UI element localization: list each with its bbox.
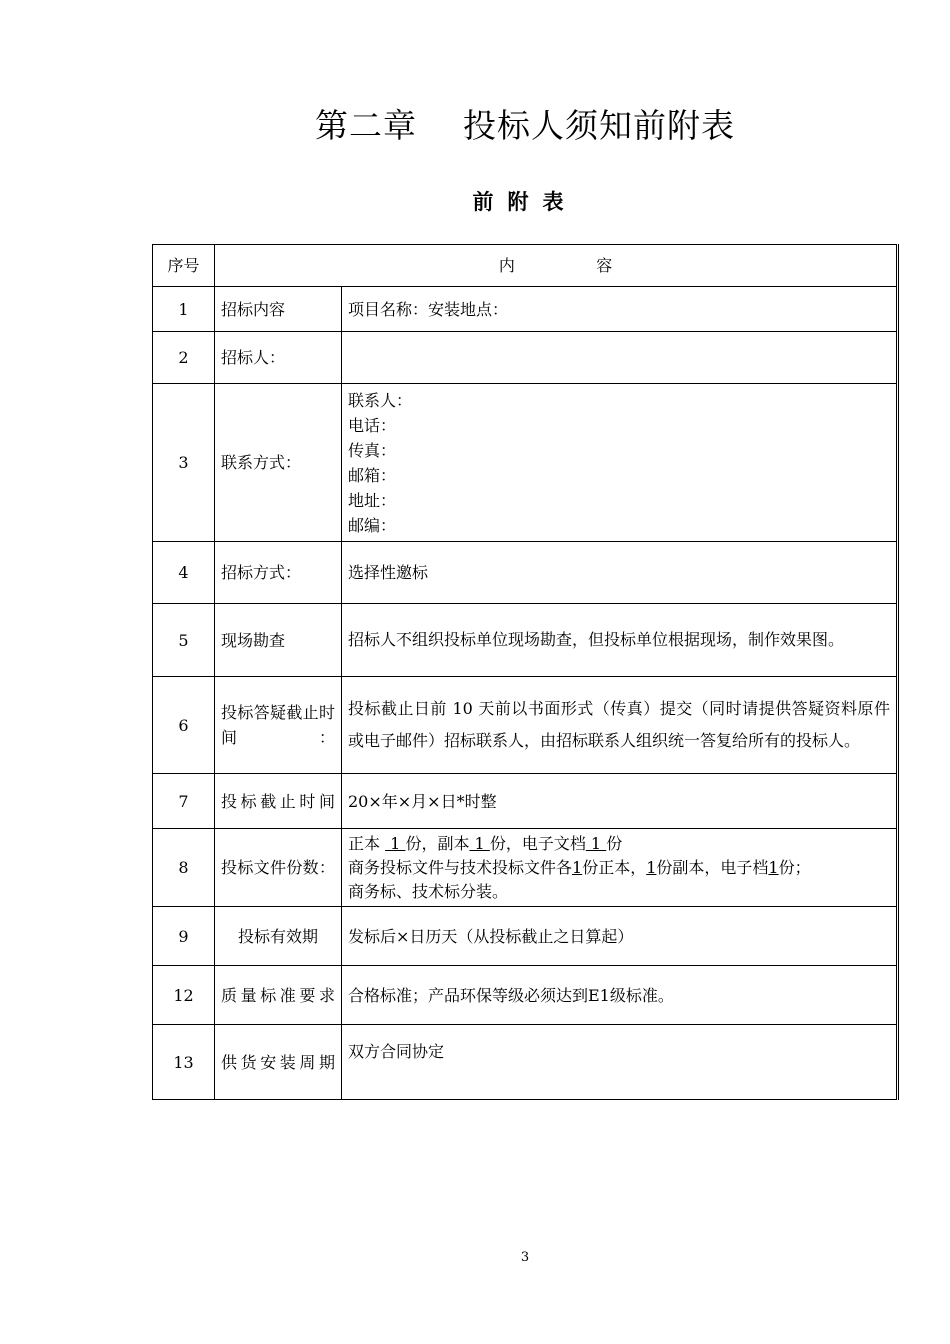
copies-line: 正本 1 份，副本 1 份，电子文档 1 份 bbox=[348, 833, 623, 853]
row-number: 5 bbox=[153, 604, 215, 677]
header-no: 序号 bbox=[153, 245, 215, 287]
row-number: 9 bbox=[153, 907, 215, 966]
row-item: 招标内容 bbox=[215, 287, 342, 332]
row-content: 选择性邀标 bbox=[342, 542, 898, 604]
row-item: 招标人： bbox=[215, 332, 342, 384]
row-number: 13 bbox=[153, 1025, 215, 1100]
address-line: 地址： bbox=[348, 490, 397, 510]
row-number: 7 bbox=[153, 774, 215, 829]
phone-line: 电话： bbox=[348, 415, 397, 435]
row-content: 投标截止日前 10 天前以书面形式（传真）提交（同时请提供答疑资料原件或电子邮件）招标联系人，由招标联系人组织统一答复给所有的投标人。 bbox=[342, 677, 898, 774]
row-item: 质量标准要求 bbox=[215, 966, 342, 1025]
row-content bbox=[342, 332, 898, 384]
table-row bbox=[153, 829, 898, 907]
page-number: 3 bbox=[520, 1250, 530, 1265]
row-item: 招标方式： bbox=[215, 542, 342, 604]
table-row bbox=[153, 384, 898, 542]
fax-line: 传真： bbox=[348, 440, 397, 460]
row-item: 投标答疑截止时间： bbox=[215, 677, 342, 774]
row-number: 4 bbox=[153, 542, 215, 604]
chapter-title: 第二章 投标人须知前附表 bbox=[315, 106, 735, 145]
row-content: 招标人不组织投标单位现场勘查，但投标单位根据现场，制作效果图。 bbox=[342, 604, 898, 677]
row-item: 现场勘查 bbox=[215, 604, 342, 677]
email-line: 邮箱： bbox=[348, 465, 397, 485]
table-row bbox=[153, 287, 898, 332]
row-item: 联系方式： bbox=[215, 384, 342, 542]
row-item: 供货安装周期 bbox=[215, 1025, 342, 1100]
row-item: 投标有效期 bbox=[215, 907, 342, 966]
row-content: 合格标准；产品环保等级必须达到E1级标准。 bbox=[342, 966, 898, 1025]
row-content: 双方合同协定 bbox=[342, 1025, 898, 1100]
row-number: 2 bbox=[153, 332, 215, 384]
row-number: 1 bbox=[153, 287, 215, 332]
table-row bbox=[153, 332, 898, 384]
table-header-row bbox=[153, 245, 898, 287]
row-number: 6 bbox=[153, 677, 215, 774]
row-number: 8 bbox=[153, 829, 215, 907]
table-row bbox=[153, 677, 898, 774]
row-content: 发标后×日历天（从投标截止之日算起） bbox=[342, 907, 898, 966]
row-content: 20×年×月×日*时整 bbox=[342, 774, 898, 829]
row-item: 投标截止时间 bbox=[215, 774, 342, 829]
row-item: 投标文件份数： bbox=[215, 829, 342, 907]
copies-detail-line: 商务投标文件与技术投标文件各1份正本，1份副本，电子档1份； bbox=[348, 857, 811, 877]
row-number: 3 bbox=[153, 384, 215, 542]
row-content bbox=[342, 829, 898, 907]
table-row bbox=[153, 966, 898, 1025]
table-row bbox=[153, 774, 898, 829]
row-number: 12 bbox=[153, 966, 215, 1025]
table-row bbox=[153, 907, 898, 966]
table-row bbox=[153, 1025, 898, 1100]
bidder-instructions-table bbox=[152, 244, 899, 1100]
table-row bbox=[153, 604, 898, 677]
table-title: 前附表 bbox=[472, 190, 578, 214]
row-content bbox=[342, 384, 898, 542]
table-row bbox=[153, 542, 898, 604]
contact-person-line: 联系人： bbox=[348, 390, 413, 410]
packaging-line: 商务标、技术标分装。 bbox=[348, 881, 509, 901]
row-content: 项目名称：安装地点： bbox=[342, 287, 898, 332]
postcode-line: 邮编： bbox=[348, 515, 397, 535]
header-content: 内 容 bbox=[215, 245, 898, 287]
